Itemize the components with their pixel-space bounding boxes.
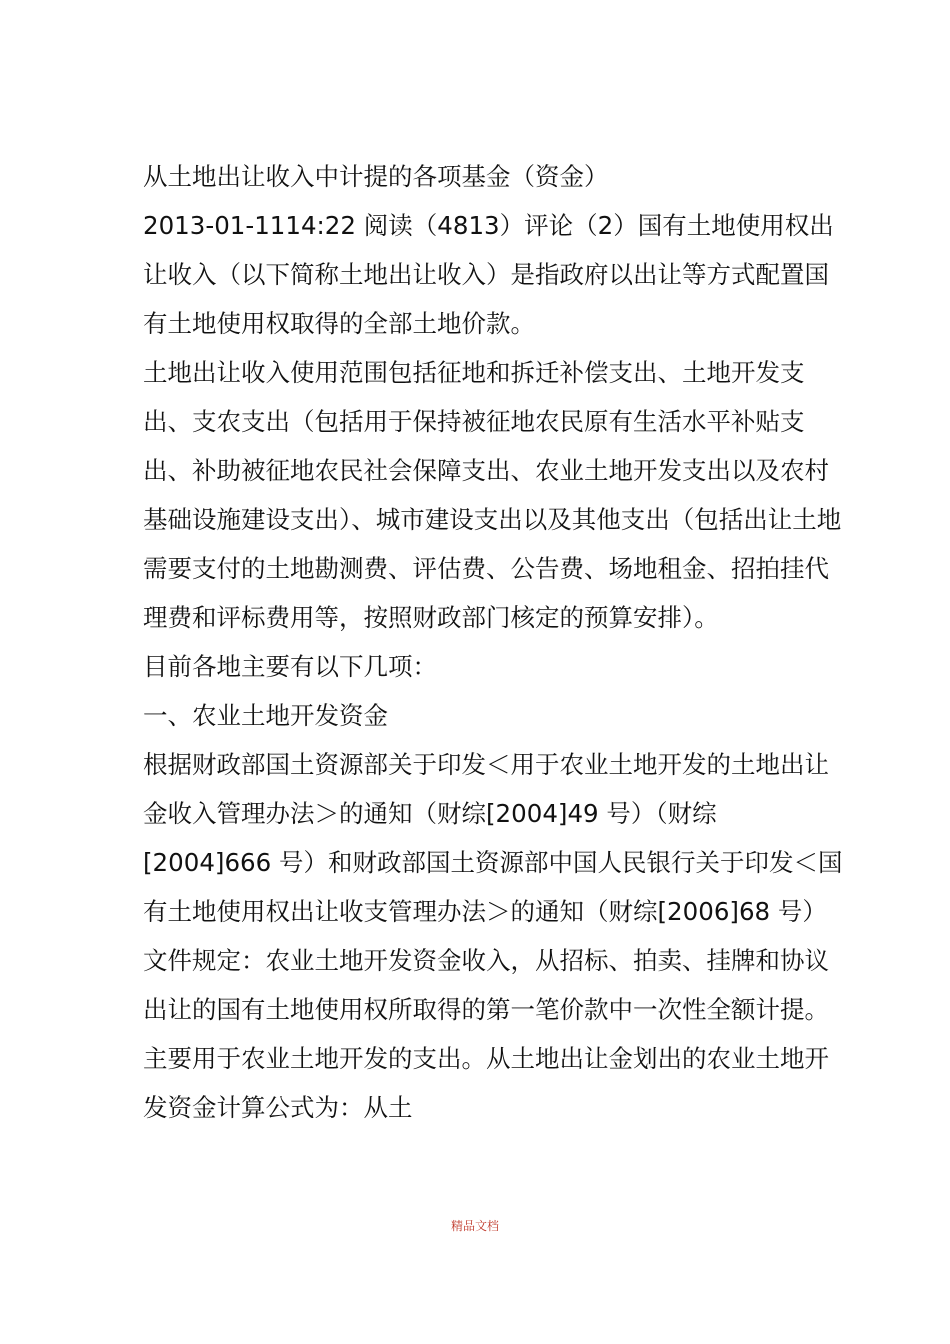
paragraph-usage-scope: 土地出让收入使用范围包括征地和拆迁补偿支出、土地开发支出、支农支出（包括用于保持被征地农民原有生活水平补贴支出、补助被征地农民社会保障支出、农业土地开发支出以及农村基础设施建设支出）、城市建设支出以及其他支出（包括出让土地需要支付的土地勘测费、评估费、公告费、场地租金、招拍挂代理费和评标费用等，按照财政部门核定的预算安排）。 bbox=[143, 358, 842, 632]
paragraph-regulation: 文件规定：农业土地开发资金收入，从招标、拍卖、挂牌和协议出让的国有土地使用权所取得的第一笔价款中一次性全额计提。主要用于农业土地开发的支出。从土地出让金划出的农业土地开发资金计算公式为：从土 bbox=[143, 946, 829, 1122]
paragraph-intro: 2013-01-1114:22 阅读（4813）评论（2）国有土地使用权出让收入（以下简称土地出让收入）是指政府以出让等方式配置国有土地使用权取得的全部土地价款。 bbox=[143, 211, 834, 338]
paragraph-basis: 根据财政部国土资源部关于印发＜用于农业土地开发的土地出让金收入管理办法＞的通知（财综[2004]49 号）（财综[2004]666 号）和财政部国土资源部中国人民银行关于印发＜国有土地使用权出让收支管理办法＞的通知（财综[2006]68 号） bbox=[143, 750, 843, 926]
footer-watermark: 精品文档 bbox=[450, 1219, 499, 1233]
document-body bbox=[143, 152, 843, 1132]
document-title: 从土地出让收入中计提的各项基金（资金） bbox=[143, 162, 609, 191]
section-heading-1: 一、农业土地开发资金 bbox=[143, 701, 388, 730]
paragraph-items-intro: 目前各地主要有以下几项： bbox=[143, 652, 437, 681]
